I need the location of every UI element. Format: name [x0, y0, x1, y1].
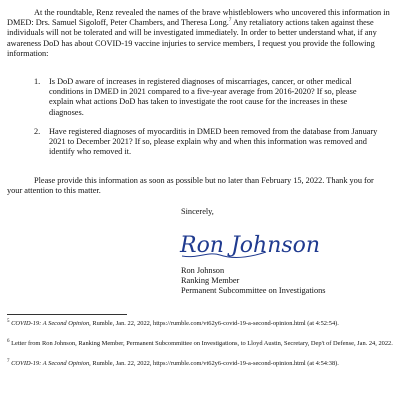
- question-text: Have registered diagnoses of myocarditis in DMED been removed from the database from January 2021 to December 2021? If so, please explain why and when this information was removed and identify who removed it.: [49, 127, 378, 157]
- signature-ink: Ron Johnson: [180, 233, 321, 258]
- footnote-6: [7, 340, 397, 348]
- intro-text-cont: Any retaliatory actions taken against these individuals will not be tolerated and will be investigated immediately. In order to better understand what, if any awareness DoD has about COVID-19 vaccine injuries to service members, I request you provide the following information:: [7, 18, 377, 58]
- footnote-marker: 6: [7, 338, 10, 344]
- footnote-title: COVID-19: A Second Opinion: [11, 320, 90, 327]
- footnote-marker: 7: [7, 358, 10, 364]
- closing-text: Please provide this information as soon as possible but no later than February 15, 2022. Thank you for your attention to this matter.: [7, 176, 374, 196]
- question-number: 2.: [34, 127, 41, 136]
- valediction: Sincerely,: [181, 207, 214, 216]
- footnote-5: [7, 320, 397, 328]
- question-item-2: [34, 127, 386, 159]
- handwritten-signature: [178, 225, 328, 263]
- signer-committee: Permanent Subcommittee on Investigations: [181, 286, 326, 295]
- question-number: 1.: [34, 77, 41, 86]
- footnote-text: Letter from Ron Johnson, Ranking Member, Permanent Subcommittee on Investigations, to Lloyd Austin, Secretary, Dep't of Defense, Jan. 24, 2022.: [11, 340, 393, 347]
- footnote-7: [7, 360, 397, 368]
- signer-title: Ranking Member: [181, 276, 240, 285]
- intro-paragraph: [7, 8, 390, 59]
- intro-text: At the roundtable, Renz revealed the names of the brave whistleblowers who uncovered this information in DMED: Drs. Samuel Sigoloff, Peter Chambers, and Theresa Long.: [7, 8, 390, 28]
- signer-name: Ron Johnson: [181, 266, 225, 275]
- question-text: Is DoD aware of increases in registered diagnoses of miscarriages, cancer, or other medical conditions in DMED in 2021 compared to a five-year average from 2016-2020? If so, please explain what actions DoD has taken to investigate the root cause for the increases in these diagnoses.: [49, 77, 357, 117]
- footnote-divider: [7, 314, 127, 315]
- footnote-ref: 7: [228, 18, 232, 24]
- question-item-1: [34, 77, 386, 119]
- footnote-text: , Rumble, Jan. 22, 2022, https://rumble.com/vt62y6-covid-19-a-second-opinion.html (at 4:54:38).: [89, 360, 339, 367]
- footnote-text: , Rumble, Jan. 22, 2022, https://rumble.com/vt62y6-covid-19-a-second-opinion.html (at 4:52:54).: [89, 320, 339, 327]
- footnote-title: COVID-19: A Second Opinion: [11, 360, 90, 367]
- footnote-marker: 5: [7, 318, 10, 324]
- closing-paragraph: [7, 176, 390, 196]
